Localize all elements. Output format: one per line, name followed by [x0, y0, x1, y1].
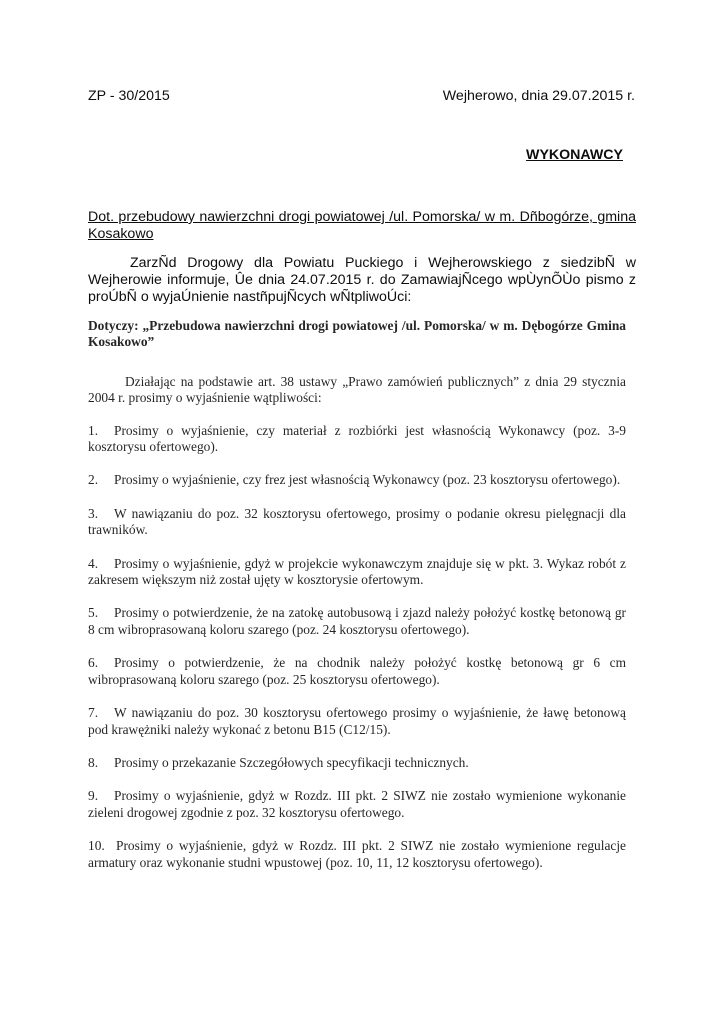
question-number: 7. [88, 705, 99, 721]
question-text: W nawiązaniu do poz. 32 kosztorysu ofertowego, prosimy o podanie okresu pielęgnacji dla trawników. [88, 505, 626, 538]
question-item [88, 655, 626, 688]
question-item [88, 605, 626, 638]
question-number: 6. [88, 655, 99, 671]
question-number: 4. [88, 555, 99, 571]
question-text: Prosimy o wyjaśnienie, gdyż w Rozdz. III pkt. 2 SIWZ nie zostało wymienione wykonanie zieleni drogowej zgodnie z poz. 32 kosztorysu ofertowego. [88, 788, 626, 820]
reference-number: ZP - 30/2015 [88, 88, 170, 104]
letter-intro-paragraph [88, 255, 636, 306]
question-number: 8. [88, 754, 99, 770]
question-text: Prosimy o wyjaśnienie, gdyż w Rozdz. III pkt. 2 SIWZ nie zostało wymienione regulacje armatury oraz wykonanie studni wpustowej (poz. 10, 11, 12 kosztorysu ofertowego). [88, 838, 626, 870]
question-text: Prosimy o wyjaśnienie, czy frez jest własnością Wykonawcy (poz. 23 kosztorysu ofertowego). [114, 472, 621, 488]
question-text: Prosimy o potwierdzenie, że na zatokę autobusową i zjazd należy położyć kostkę betonową gr 8 cm wibroprasowaną koloru szarego (poz. 24 kosztorysu ofertowego). [88, 605, 626, 637]
question-number: 10. [88, 838, 105, 854]
quoted-letter-intro: Działając na podstawie art. 38 ustawy „Prawo zamówień publicznych” z dnia 29 stycznia 2004 r. prosimy o wyjaśnienie wątpliwości: [88, 373, 626, 406]
question-item [88, 506, 626, 539]
question-text: Prosimy o potwierdzenie, że na chodnik należy położyć kostkę betonową gr 6 cm wibroprasowaną koloru szarego (poz. 25 kosztorysu ofertowego). [88, 655, 626, 687]
question-item [88, 838, 626, 871]
question-number: 5. [88, 605, 99, 621]
question-item [88, 705, 626, 738]
question-item [88, 423, 626, 456]
question-number: 9. [88, 788, 99, 804]
question-item [88, 755, 626, 771]
question-text: Prosimy o wyjaśnienie, gdyż w projekcie wykonawczym znajduje się w pkt. 3. Wykaz robót z zakresem większym niż został ujęty w kosztorysie ofertowym. [88, 555, 626, 588]
question-text: Prosimy o wyjaśnienie, czy materiał z rozbiórki jest własnością Wykonawcy (poz. 3-9 kosztorysu ofertowego). [88, 422, 626, 455]
letter-intro-text: ZarzÑd Drogowy dla Powiatu Puckiego i Wejherowskiego z siedzibÑ w Wejherowie informuje, Ûe dnia 24.07.2015 r. do ZamawiajÑcego wpÙynÕÙo pismo z proÚbÑ o wyjaÚnienie nastñpujÑcych wÑtpliwoÚci: [88, 255, 636, 305]
question-item [88, 788, 626, 821]
question-number: 1. [88, 422, 99, 438]
quoted-letter-subject: Dotyczy: „Przebudowa nawierzchni drogi powiatowej /ul. Pomorska/ w m. Dębogórze Gmina Kosakowo” [88, 318, 626, 350]
question-text: Prosimy o przekazanie Szczegółowych specyfikacji technicznych. [114, 754, 469, 770]
quoted-contractor-letter [88, 318, 626, 888]
addressee-heading: WYKONAWCY [526, 147, 623, 163]
question-number: 2. [88, 472, 99, 488]
question-item [88, 472, 626, 488]
question-number: 3. [88, 505, 99, 521]
place-and-date: Wejherowo, dnia 29.07.2015 r. [442, 88, 635, 104]
question-text: W nawiązaniu do poz. 30 kosztorysu ofertowego prosimy o wyjaśnienie, że ławę betonową pod krawężniki należy wykonać z betonu B15 (C12/15). [88, 705, 626, 737]
question-item [88, 556, 626, 589]
letter-subject: Dot. przebudowy nawierzchni drogi powiatowej /ul. Pomorska/ w m. Dñbogórze, gmina Kosakowo [88, 209, 636, 242]
